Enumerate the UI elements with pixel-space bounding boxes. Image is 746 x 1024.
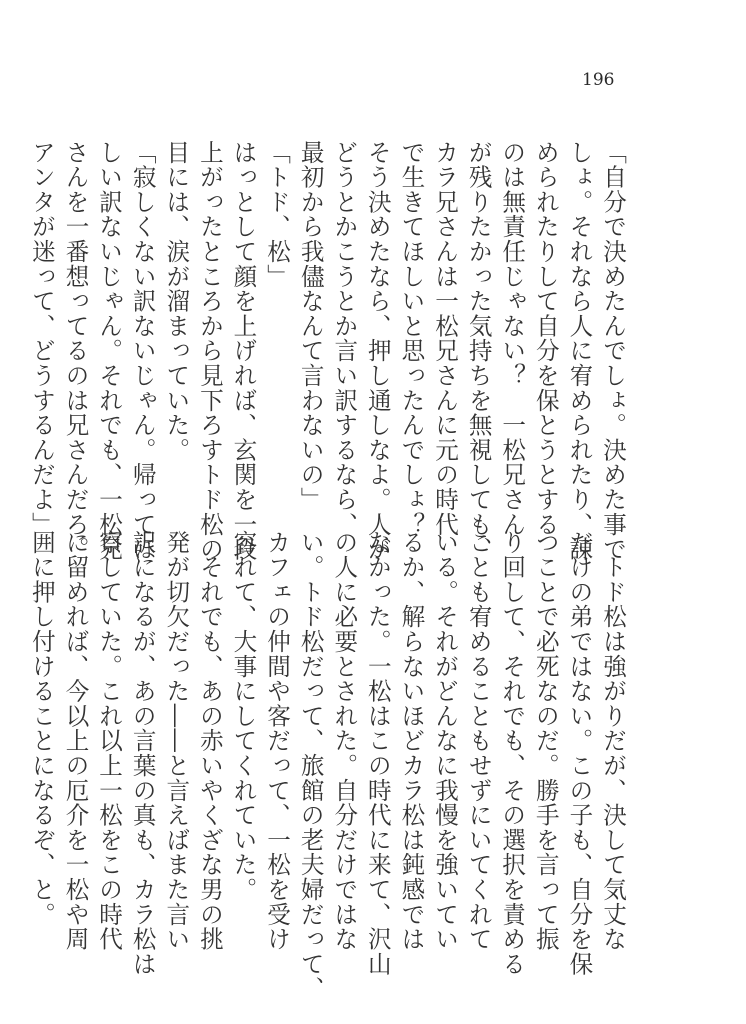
text-line: 訳になるが、あの言葉の真も、カラ松は xyxy=(128,530,157,977)
text-line: 容れて、大事にしてくれていた。 xyxy=(229,530,258,902)
text-line: のは無責任じゃない？ 一松兄さん xyxy=(498,140,527,537)
text-line: 最初から我儘なんて言わないの」 xyxy=(296,140,325,512)
text-line: 目には、涙が溜まっていた。 xyxy=(162,140,191,463)
text-line: 「自分で決めたんでしょ。決めた事で xyxy=(599,140,627,562)
text-line: はっとして顔を上げれば、玄関を一段 xyxy=(229,140,258,562)
text-line: いる。それがどんなに我慢を強いてい xyxy=(431,530,460,952)
text-line: そう決めたなら、押し通しなよ。人が xyxy=(363,140,392,562)
text-line: しょ。それなら人に宥められたり、諌 xyxy=(565,140,594,562)
text-line: それでも、あの赤いやくざな男の挑 xyxy=(195,530,224,952)
text-block-bottom xyxy=(27,530,629,1002)
text-line: どうとかこうとか言い訳するなら、 xyxy=(330,140,359,537)
text-block-top xyxy=(27,140,629,562)
text-line: トド松は強がりだが、決して気丈な xyxy=(599,530,627,952)
page-number: 196 xyxy=(582,70,615,90)
text-line: い。トド松だって、旅館の老夫婦だって、 xyxy=(296,530,325,1002)
text-line: が残りたかった気持ちを無視しても、 xyxy=(464,140,493,562)
text-line: だけの弟ではない。この子も、自分を保 xyxy=(565,530,594,977)
text-line: カフェの仲間や客だって、一松を受け xyxy=(263,530,292,952)
text-line: り回して、それでも、その選択を責める xyxy=(498,530,527,977)
text-line: つことで必死なのだ。勝手を言って振 xyxy=(531,530,560,952)
text-line: 上がったところから見下ろすトド松の xyxy=(195,140,224,562)
text-line: で生きてほしいと思ったんでしょ？ xyxy=(397,140,426,537)
text-line: 「寂しくない訳ないじゃん。帰ってほ xyxy=(128,140,157,562)
text-line: さんを一番想ってるのは兄さんだろ。 xyxy=(61,140,90,562)
text-line: められたりして自分を保とうとする xyxy=(531,140,560,537)
text-line: なかった。一松はこの時代に来て、沢山 xyxy=(363,530,392,977)
text-line: 「トド、松」 xyxy=(263,140,292,289)
text-line: ことも宥めることもせずにいてくれて xyxy=(464,530,493,952)
text-line: カラ兄さんは一松兄さんに元の時代 xyxy=(431,140,460,537)
text-line: の人に必要とされた。自分だけではな xyxy=(330,530,359,952)
text-line: 察していた。これ以上一松をこの時代 xyxy=(95,530,124,952)
text-line: しい訳ないじゃん。それでも、一松兄 xyxy=(95,140,124,562)
text-line: るか、解らないほどカラ松は鈍感では xyxy=(397,530,426,952)
text-line: アンタが迷って、どうするんだよ」 xyxy=(27,140,56,537)
text-line: に留めれば、今以上の厄介を一松や周 xyxy=(61,530,90,952)
text-line: 囲に押し付けることになるぞ、と。 xyxy=(27,530,56,927)
text-line: 発が切欠だった――と言えばまた言い xyxy=(162,530,191,952)
